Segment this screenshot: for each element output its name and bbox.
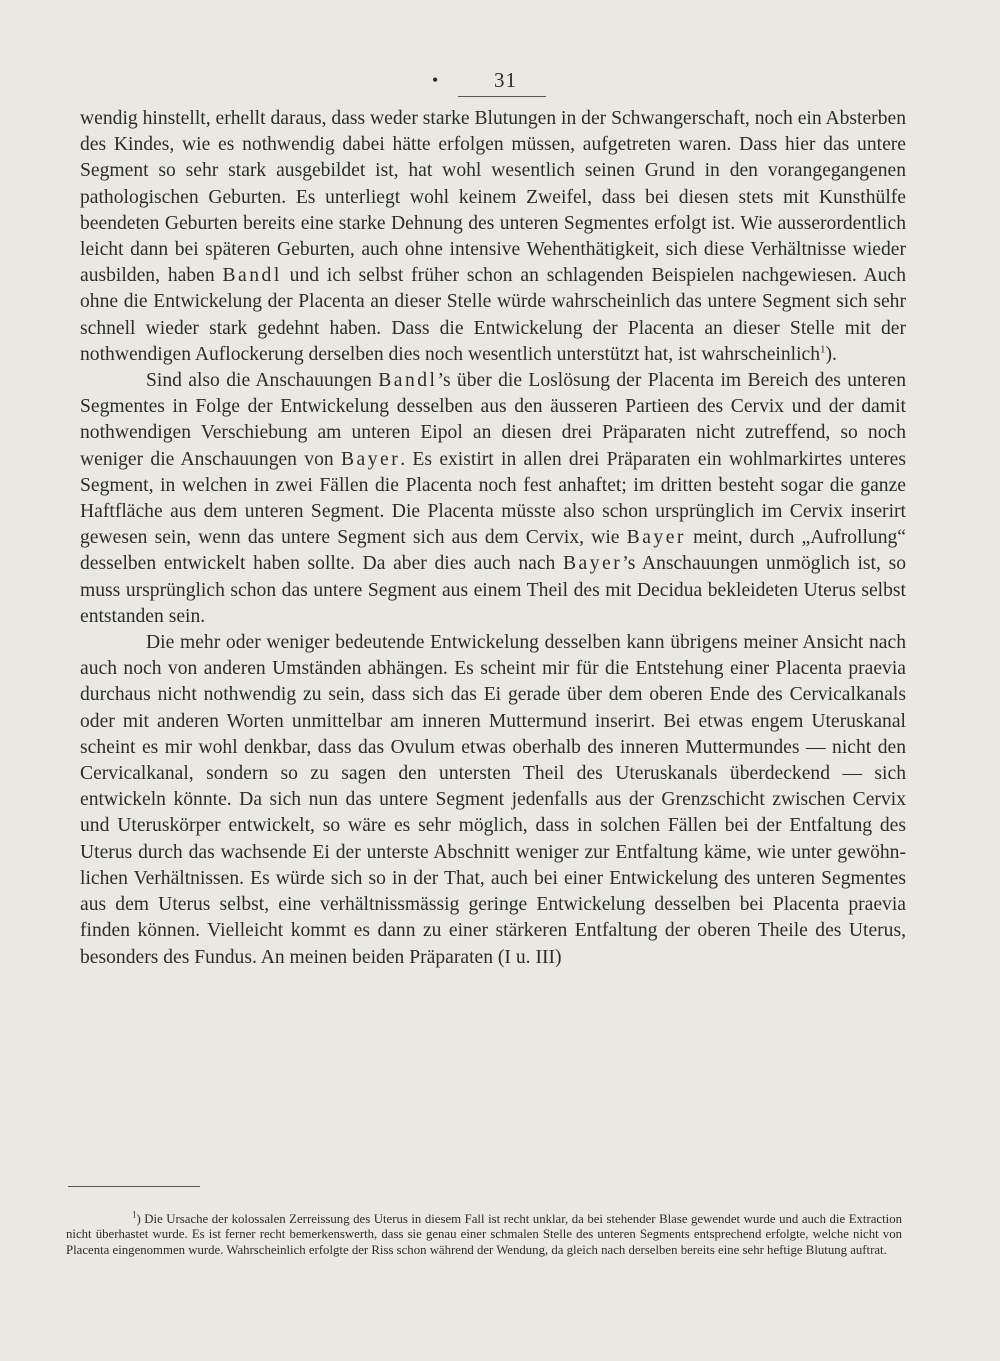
footnote-reference: 1 [820, 343, 826, 356]
author-name: Bandl [222, 265, 282, 287]
author-name: Bandl [378, 370, 438, 392]
text-run: meint, durch „Aufrollung“ desselben entwickelt haben sollte. Da aber dies auch nach [80, 527, 906, 575]
footnote-text: ) Die Ursache der kolossalen Zerreissung des Uterus in diesem Fall ist recht unklar, da bei stehender Blase gewendet wurde und auch die Extraction nicht überhastet wurde. Es ist ferner recht bemerkenswerth, dass sie genau einer schmalen Stelle des unteren Segments entsprechend erfolgte, welche nicht von Placenta eingenommen wurde. Wahrscheinlich erfolgte der Riss schon während der Wendung, da gleich nach derselben bereits eine sehr heftige Blutung auftrat. [66, 1212, 902, 1257]
text-run: Die mehr oder weniger bedeutende Entwickelung desselben kann übrigens meiner Ansicht nach auch noch von anderen Umständen abhängen. Es scheint mir für die Entstehung einer Placenta praevia durchaus nicht nothwendig zu sein, dass sich das Ei gerade über dem oberen Ende des Cervicalkanals oder mit anderen Worten unmittelbar am inneren Muttermund inserirt. Bei etwas engem Uteruskanal scheint es mir wohl denkbar, dass das Ovulum etwas oberhalb des inneren Muttermundes — nicht den Cervicalkanal, sondern so zu sagen den untersten Theil des Uteruskanals überdeckend — sich entwickeln könnte. Da sich nun das untere Segment jedenfalls aus der Grenzschicht zwischen Cervix und Uteruskörper entwickelt, so wäre es sehr möglich, dass in solchen Fällen bei der Entfaltung des Uterus durch das wachsende Ei der unterste Abschnitt weniger zur Entfaltung käme, wie unter gewöhnlichen Verhältnissen. Es würde sich so in der That, auch bei einer Entwickelung des unteren Segmentes aus dem Uterus selbst, eine verhältnissmässig geringe Entwickelung desselben bei Placenta praevia finden können. Vielleicht kommt es dann zu einer stärkeren Entfaltung der oberen Theile des Uterus, besonders des Fundus. An meinen beiden Präparaten (I u. III) [80, 632, 906, 968]
author-name: Bayer [562, 553, 623, 575]
header-rule [458, 96, 546, 97]
text-run: . Es existirt in allen drei Präparaten ein wohlmarkirtes unteres Segment, in welchen in zwei Fällen die Placenta noch fest anhaftet; im dritten besteht sogar die ganze Haftfläche aus dem unteren Segment. Die Placenta müsste also schon ursprünglich im Cervix inserirt gewesen sein, wenn das untere Segment sich aus dem Cervix, wie [80, 448, 907, 549]
body-text [80, 106, 906, 971]
page-header [0, 66, 1000, 100]
paragraph-p3 [80, 630, 906, 971]
footnote-separator [68, 1186, 200, 1187]
text-run: und ich selbst früher schon an schlagenden Beispielen nachgewiesen. Auch ohne die Entwickelung der Placenta an dieser Stelle würde wahrscheinlich das untere Segment sich sehr schnell wieder stark gedehnt haben. Dass die Entwickelung der Placenta an dieser Stelle mit der nothwendigen Auflockerung derselben dies noch wesentlich unterstützt hat, ist wahrscheinlich [80, 265, 906, 365]
page-number: 31 [494, 68, 517, 92]
paragraph-p2 [80, 368, 906, 630]
footnote [66, 1209, 902, 1258]
author-name: Bayer [626, 527, 686, 549]
text-run: ). [825, 343, 837, 365]
author-name: Bayer [340, 448, 401, 470]
text-run: wendig hinstellt, erhellt daraus, dass weder starke Blutungen in der Schwangerschaft, noch ein Absterben des Kindes, wie es nothwendig dabei hätte erfolgen müssen, aufgetreten waren. Dass hier das untere Segment so sehr stark ausgebildet ist, hat wohl wesentlich seinen Grund in den vorangegangenen pathologischen Geburten. Es unterliegt wohl keinem Zweifel, dass bei diesen stets mit Kunsthülfe beendeten Geburten bereits eine starke Dehnung des unteren Segmentes erfolgt ist. Wie ausserordentlich leicht dann bei späteren Geburten, auch ohne intensive Wehenthätigkeit, sich diese Verhältnisse wieder ausbilden, haben [80, 108, 906, 287]
header-dot: • [432, 70, 439, 90]
footnote-marker: 1 [132, 1209, 137, 1220]
paragraph-p1 [80, 106, 906, 368]
text-run: ’s über die Loslösung der Placenta im Bereich des unteren Segmentes in Folge der Entwickelung desselben aus den äusseren Partieen des Cervix und der damit nothwendigen Verschiebung am unteren Eipol an diesen drei Präparaten nicht zutreffend, so noch weniger die Anschauungen von [80, 370, 907, 470]
text-run: Sind also die Anschauungen [146, 370, 379, 392]
text-run: ’s Anschauungen unmöglich ist, so muss ursprünglich schon das untere Segment aus einem Theil des mit Decidua bekleideten Uterus selbst entstanden sein. [80, 553, 906, 627]
